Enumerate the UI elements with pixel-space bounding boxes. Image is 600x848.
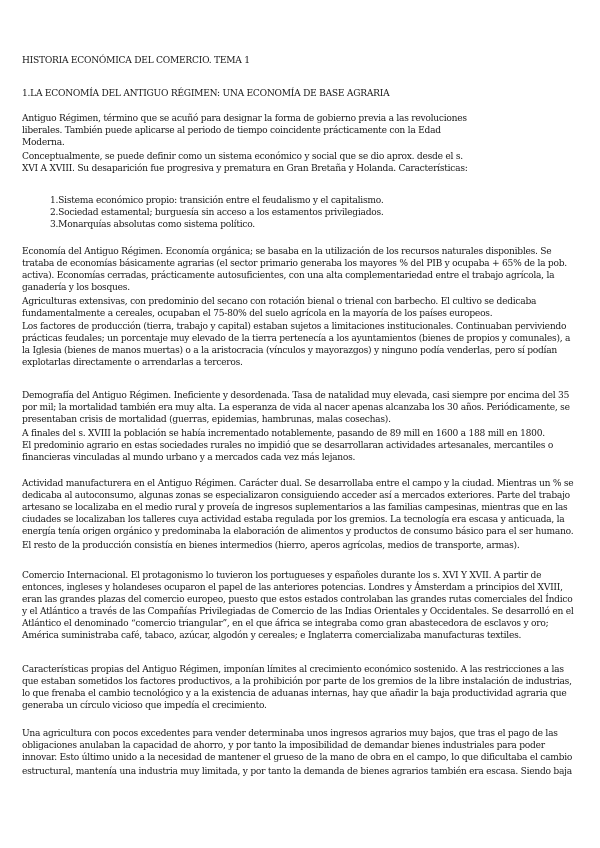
text-line: Actividad manufacturera en el Antiguo Régimen. Carácter dual. Se desarrollaba entre el campo y la ciudad. Mientras un % se [22, 479, 574, 489]
text-line: Agriculturas extensivas, con predominio del secano con rotación bienal o trienal con barbecho. El cultivo se dedicaba [22, 297, 537, 307]
text-line: A finales del s. XVIII la población se había incrementado notablemente, pasando de 89 mill en 1600 a 188 mill en 1800. [22, 429, 545, 439]
text-line: ganadería y los bosques. [22, 283, 130, 293]
text-line: El resto de la producción consistía en bienes intermedios (hierro, aperos agrícolas, medios de transporte, armas). [22, 541, 520, 551]
document-title: HISTORIA ECONÓMICA DEL COMERCIO. TEMA 1 [22, 56, 250, 66]
text-line: estructural, mantenía una industria muy limitada, y por tanto la demanda de bienes agrarios también era escasa. Siendo baja [22, 767, 572, 777]
text-line: la Iglesia (bienes de manos muertas) o a la aristocracia (vínculos y mayorazgos) y ninguno podía venderlas, pero sí podían [22, 346, 557, 356]
text-line: Una agricultura con pocos excedentes para vender determinaba unos ingresos agrarios muy bajos, que tras el pago de las [22, 729, 558, 739]
text-line: prácticas feudales; un porcentaje muy elevado de la tierra pertenecía a los ayuntamientos (bienes de propios y comunales), a [22, 334, 571, 344]
text-line: Economía del Antiguo Régimen. Economía orgánica; se basaba en la utilización de los recursos naturales disponibles. Se [22, 247, 552, 257]
text-line: XVI A XVIII. Su desaparición fue progresiva y prematura en Gran Bretaña y Holanda. Características: [22, 164, 468, 174]
text-line: artesano se localizaba en el medio rural y proveía de ingresos suplementarios a las familias campesinas, mientras que en las [22, 503, 568, 513]
text-line: liberales. También puede aplicarse al periodo de tiempo coincidente prácticamente con la Edad [22, 126, 441, 136]
text-line: activa). Economías cerradas, prácticamente autosuficientes, con una alta complementariedad entre el trabajo agrícola, la [22, 271, 555, 281]
list-item: 2.Sociedad estamental; burguesía sin acceso a los estamentos privilegiados. [50, 208, 384, 218]
text-line: Características propias del Antiguo Régimen, imponían límites al crecimiento económico sostenido. A las restricciones a las [22, 665, 564, 675]
text-line: por mil; la mortalidad también era muy alta. La esperanza de vida al nacer apenas alcanzaba los 30 años. Periódicamente, se [22, 403, 570, 413]
text-line: Conceptualmente, se puede definir como un sistema económico y social que se dio aprox. desde el s. [22, 152, 463, 162]
text-line: lo que frenaba el cambio tecnológico y a la existencia de aduanas internas, hay que añadir la baja productividad agraria que [22, 689, 567, 699]
text-line: Antiguo Régimen, término que se acuñó para designar la forma de gobierno previa a las revoluciones [22, 114, 467, 124]
text-line: y el Atlántico a través de las Compañías Privilegiadas de Comercio de las Indias Orientales y Occidentales. Se desarrolló en el [22, 607, 574, 617]
text-line: América suministraba café, tabaco, azúcar, algodón y cereales; e Inglaterra comercializaba manufacturas textiles. [22, 631, 522, 641]
text-line: Moderna. [22, 138, 65, 148]
text-line: dedicaba al autoconsumo, algunas zonas se especializaron consiguiendo acceder así a mercados exteriores. Parte del trabajo [22, 491, 570, 501]
text-line: fundamentalmente a cereales, ocupaban el 75-80% del suelo agrícola en la mayoría de los países europeos. [22, 309, 493, 319]
text-line: explotarlas directamente o arrendarlas a terceros. [22, 358, 243, 368]
text-line: El predominio agrario en estas sociedades rurales no impidió que se desarrollaran actividades artesanales, mercantiles o [22, 441, 554, 451]
section-heading: 1.LA ECONOMÍA DEL ANTIGUO RÉGIMEN: UNA ECONOMÍA DE BASE AGRARIA [22, 89, 390, 99]
text-line: que estaban sometidos los factores productivos, a la prohibición por parte de los gremios de la libre instalación de industrias, [22, 677, 572, 687]
text-line: trataba de economías básicamente agrarias (el sector primario generaba los mayores % del PIB y ocupaba + 65% de la pob. [22, 259, 567, 269]
text-line: presentaban crisis de mortalidad (guerras, epidemias, hambrunas, malas cosechas). [22, 415, 391, 425]
text-line: ciudades se localizaban los talleres cuya actividad estaba regulada por los gremios. La tecnología era escasa y anticuada, la [22, 515, 565, 525]
text-line: financieras vinculadas al mundo urbano y a mercados cada vez más lejanos. [22, 453, 356, 463]
text-line: generaba un círculo vicioso que impedía el crecimiento. [22, 701, 267, 711]
text-line: energía tenía origen orgánico y predominaba la elaboración de alimentos y productos de consumo básico para el ser humano. [22, 527, 574, 537]
text-line: eran las grandes plazas del comercio europeo, puesto que estos estados controlaban las grandes rutas comerciales del Índico [22, 595, 573, 605]
list-item: 3.Monarquías absolutas como sistema político. [50, 220, 255, 230]
text-line: innovar. Esto último unido a la necesidad de mantener el grueso de la mano de obra en el campo, lo que dificultaba el cambio [22, 753, 573, 763]
text-line: Atlántico el denominado “comercio triangular”, en el que áfrica se integraba como gran abastecedora de esclavos y oro; [22, 619, 549, 629]
text-line: Los factores de producción (tierra, trabajo y capital) estaban sujetos a limitaciones institucionales. Continuaban perviviendo [22, 322, 567, 332]
text-line: Demografía del Antiguo Régimen. Ineficiente y desordenada. Tasa de natalidad muy elevada, casi siempre por encima del 35 [22, 391, 570, 401]
text-line: Comercio Internacional. El protagonismo lo tuvieron los portugueses y españoles durante los s. XVI Y XVII. A partir de [22, 571, 542, 581]
text-line: obligaciones anulaban la capacidad de ahorro, y por tanto la imposibilidad de demandar bienes industriales para poder [22, 741, 545, 751]
text-line: entonces, ingleses y holandeses ocuparon el papel de las anteriores potencias. Londres y Ámsterdam a principios del XVIII, [22, 583, 563, 593]
list-item: 1.Sistema económico propio: transición entre el feudalismo y el capitalismo. [50, 196, 384, 206]
